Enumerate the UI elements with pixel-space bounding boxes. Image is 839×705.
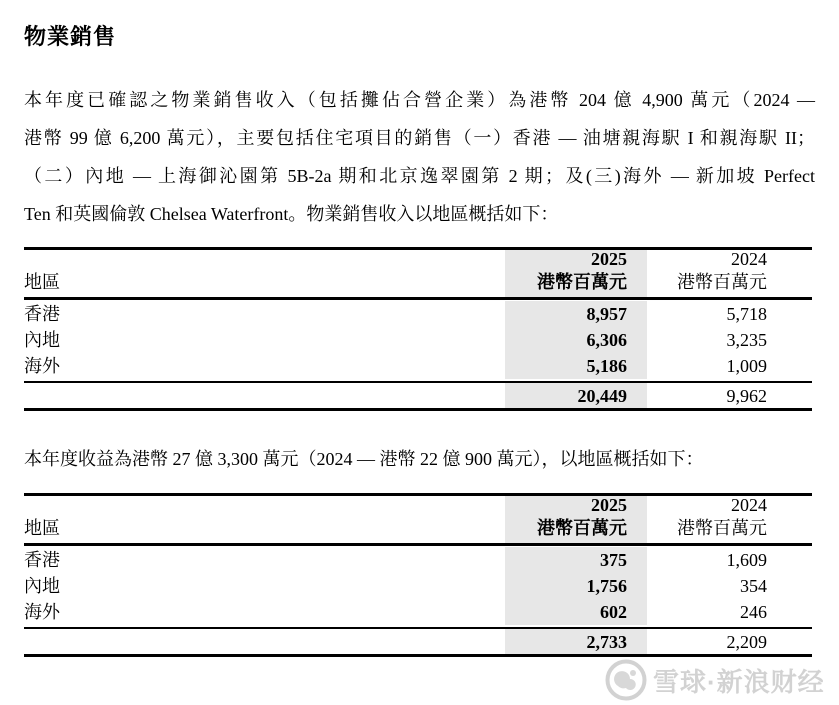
paragraph-line: 本年度收益為港幣 27 億 3,300 萬元（2024 — 港幣 22 億 900 萬元），以地區概括如下： <box>24 449 704 469</box>
region-cell <box>24 629 505 654</box>
total-2025-cell: 2,733 <box>505 629 647 654</box>
region-cell: 香港 <box>24 550 60 570</box>
table-total-row <box>24 381 812 408</box>
table-row <box>24 599 812 625</box>
total-2024-cell: 9,962 <box>726 386 767 406</box>
region-cell: 內地 <box>24 330 60 350</box>
region-cell: 內地 <box>24 576 60 596</box>
table-row <box>24 327 812 353</box>
intro-paragraph <box>24 81 815 233</box>
value-2025-cell: 5,186 <box>505 353 647 379</box>
table-header-row <box>24 496 812 546</box>
unit-label: 港幣百萬元 <box>537 518 627 538</box>
region-column-header: 地區 <box>24 272 60 292</box>
table-row <box>24 547 812 573</box>
unit-label: 港幣百萬元 <box>537 272 627 292</box>
region-cell: 香港 <box>24 304 60 324</box>
unit-label: 港幣百萬元 <box>677 518 767 538</box>
value-2025-cell: 602 <box>505 599 647 625</box>
earnings-paragraph <box>24 440 815 478</box>
value-2025-cell: 375 <box>505 547 647 573</box>
year-2025-column-header <box>505 250 647 297</box>
unit-label: 港幣百萬元 <box>677 272 767 292</box>
paragraph-line: Ten 和英國倫敦 Chelsea Waterfront。物業銷售收入以地區概括如下： <box>24 204 559 224</box>
value-2025-cell: 6,306 <box>505 327 647 353</box>
page-title: 物業銷售 <box>24 24 117 49</box>
table-row <box>24 573 812 599</box>
earnings-by-region-table <box>24 493 812 657</box>
value-2024-cell: 5,718 <box>726 304 767 324</box>
value-2025-cell: 1,756 <box>505 573 647 599</box>
year-label: 2024 <box>731 249 767 269</box>
xueqiu-snowball-logo-icon <box>604 658 648 702</box>
year-label: 2024 <box>731 495 767 515</box>
paragraph-line: 港幣 99 億 6,200 萬元），主要包括住宅項目的銷售（一）香港 — 油塘親海駅 I 和親海駅 II； <box>24 128 815 148</box>
region-cell: 海外 <box>24 356 60 376</box>
table-row <box>24 353 812 379</box>
table-body <box>24 300 812 381</box>
paragraph-line: （二）內地 — 上海御沁園第 5B-2a 期和北京逸翠園第 2 期；及(三)海外 — 新加坡 Perfect <box>24 166 815 186</box>
value-2024-cell: 246 <box>740 602 767 622</box>
watermark-text: 雪球·新浪财经 <box>653 666 825 697</box>
year-2025-column-header <box>505 496 647 543</box>
year-label: 2025 <box>591 495 627 515</box>
year-label: 2025 <box>591 249 627 269</box>
region-column-header: 地區 <box>24 518 60 538</box>
total-2024-cell: 2,209 <box>726 632 767 652</box>
year-2024-column-header <box>647 250 812 297</box>
watermark <box>604 658 825 702</box>
table-row <box>24 301 812 327</box>
value-2024-cell: 354 <box>740 576 767 596</box>
table-total-row <box>24 627 812 654</box>
value-2024-cell: 1,609 <box>726 550 767 570</box>
region-cell <box>24 383 505 408</box>
value-2024-cell: 3,235 <box>726 330 767 350</box>
table-header-row <box>24 250 812 300</box>
total-2025-cell: 20,449 <box>505 383 647 408</box>
report-page <box>0 24 839 657</box>
value-2024-cell: 1,009 <box>726 356 767 376</box>
paragraph-line: 本年度已確認之物業銷售收入（包括攤佔合營企業）為港幣 204 億 4,900 萬元（2024 — <box>24 90 815 110</box>
year-2024-column-header <box>647 496 812 543</box>
table-body <box>24 546 812 627</box>
value-2025-cell: 8,957 <box>505 301 647 327</box>
region-cell: 海外 <box>24 602 60 622</box>
property-sales-revenue-table <box>24 247 812 411</box>
